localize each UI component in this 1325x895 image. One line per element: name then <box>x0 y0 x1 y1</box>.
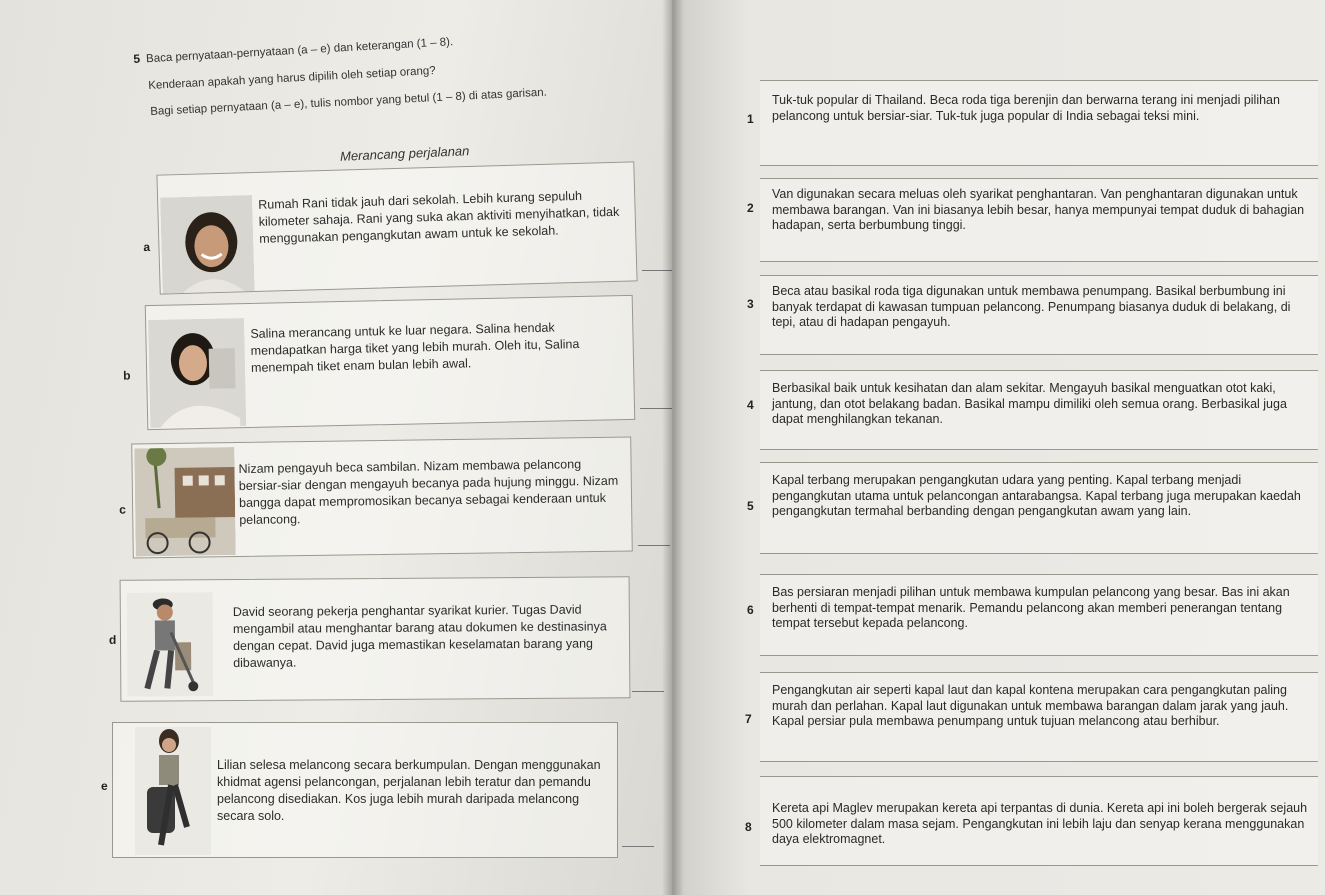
description-box-4 <box>760 370 1318 450</box>
description-text: Bas persiaran menjadi pilihan untuk membawa kumpulan pelancong yang besar. Bas ini akan berhenti di tempat-tempat menarik. Pemandu pelancong akan memberi penerangan tentang tempat tersebut kepada pelancong. <box>772 585 1290 630</box>
description-text: Berbasikal baik untuk kesihatan dan alam sekitar. Mengayuh basikal menguatkan otot kaki, jantung, dan otot belakang badan. Basikal mampu dimiliki oleh semua orang. Berbasikal juga dapat menghilangkan tekanan. <box>772 381 1287 426</box>
photo-rani <box>160 195 255 294</box>
statement-text: Lilian selesa melancong secara berkumpulan. Dengan menggunakan khidmat agensi pelancongan, perjalanan lebih teratur dan pemandu pelancong disediakan. Kos juga lebih murah daripada melancong secara solo. <box>217 758 601 823</box>
description-number: 5 <box>747 499 754 513</box>
statement-letter: c <box>119 502 126 517</box>
statement-card-b <box>123 295 636 430</box>
instruction-line-3: Bagi setiap pernyataan (a – e), tulis nombor yang betul (1 – 8) di atas garisan. <box>150 86 548 118</box>
answer-line-e[interactable] <box>622 846 654 847</box>
description-number: 6 <box>747 603 754 617</box>
description-text: Kapal terbang merupakan pengangkutan udara yang penting. Kapal terbang menjadi pengangkutan utama untuk pelancongan antarabangsa. Kapal terbang juga merupakan kaedah pengangkutan termahal berbanding dengan pengangkutan awam yang lain. <box>772 473 1301 518</box>
description-box-5 <box>760 462 1318 554</box>
description-number: 1 <box>747 112 754 126</box>
description-text: Beca atau basikal roda tiga digunakan untuk membawa penumpang. Basikal berbumbung ini banyak terdapat di kawasan tumpuan pelancong. Penumpang biasanya duduk di belakang, di tepi, atau di hadapan pengayuh. <box>772 284 1291 329</box>
description-number: 2 <box>747 201 754 215</box>
photo-beca <box>134 447 235 556</box>
description-text: Kereta api Maglev merupakan kereta api terpantas di dunia. Kereta api ini boleh bergerak sejauh 500 kilometer dalam masa sejam. Pengangkutan ini lebih laju dan senyap kerana menggunakan daya elektromagnet. <box>772 801 1308 846</box>
statement-text: Salina merancang untuk ke luar negara. Salina hendak mendapatkan harga tiket yang lebih murah. Oleh itu, Salina menempah tiket enam bulan lebih awal. <box>250 320 580 375</box>
statement-letter: d <box>108 632 117 647</box>
statement-card-c <box>119 437 633 559</box>
instruction-text-1: Baca pernyataan-pernyataan (a – e) dan keterangan (1 – 8). <box>145 36 454 66</box>
answer-line-d[interactable] <box>632 691 664 692</box>
description-number: 7 <box>745 712 752 726</box>
statement-letter: b <box>123 368 131 383</box>
book-spine <box>662 0 684 895</box>
statement-letter: e <box>101 779 108 793</box>
photo-lilian <box>135 727 211 855</box>
statement-card-a <box>143 161 637 294</box>
instruction-line-1 <box>133 34 453 66</box>
question-number: 5 <box>133 51 141 66</box>
statement-card-e <box>101 722 618 858</box>
section-heading: Merancang perjalanan <box>339 143 470 164</box>
description-box-7 <box>760 672 1318 762</box>
statement-text: Rumah Rani tidak jauh dari sekolah. Lebih kurang sepuluh kilometer sahaja. Rani yang suka akan aktiviti menyihatkan, tidak menggunakan pengangkutan awam untuk ke sekolah. <box>258 188 620 246</box>
description-text: Pengangkutan air seperti kapal laut dan kapal kontena merupakan cara pengangkutan paling murah dan perlahan. Kapal laut digunakan untuk membawa barangan dalam jarak yang jauh. Kapal persiar pula membawa penumpang untuk tujuan melancong atau berhibur. <box>772 683 1289 728</box>
description-box-3 <box>760 275 1318 355</box>
description-box-1 <box>760 80 1318 166</box>
description-box-8 <box>760 776 1318 866</box>
statement-text: Nizam pengayuh beca sambilan. Nizam membawa pelancong bersiar-siar dengan mengayuh becanya pada hujung minggu. Nizam bangga dapat mempromosikan becanya sebagai kenderaan untuk pelancong. <box>238 457 619 527</box>
description-number: 8 <box>745 820 752 834</box>
description-text: Tuk-tuk popular di Thailand. Beca roda tiga berenjin dan berwarna terang ini menjadi pilihan pelancong untuk bersiar-siar. Tuk-tuk juga popular di India sebagai teksi mini. <box>772 93 1280 123</box>
statement-text: David seorang pekerja penghantar syarikat kurier. Tugas David mengambil atau menghantar barang atau dokumen ke destinasinya dengan cepat. David juga memastikan keselamatan barang yang dibawanya. <box>232 602 607 670</box>
description-text: Van digunakan secara meluas oleh syarikat penghantaran. Van penghantaran digunakan untuk membawa barangan. Van ini biasanya lebih besar, hanya mempunyai tempat duduk di bahagian hadapan, serta berbumbung tinggi. <box>772 187 1305 232</box>
statement-letter: a <box>143 239 151 255</box>
statement-card-d <box>108 576 631 702</box>
photo-salina <box>148 318 246 428</box>
description-number: 4 <box>747 398 754 412</box>
description-box-2 <box>760 178 1318 262</box>
description-number: 3 <box>747 297 754 311</box>
instruction-line-2: Kenderaan apakah yang harus dipilih oleh setiap orang? <box>148 64 436 92</box>
description-box-6 <box>760 574 1318 656</box>
photo-courier <box>127 592 214 697</box>
